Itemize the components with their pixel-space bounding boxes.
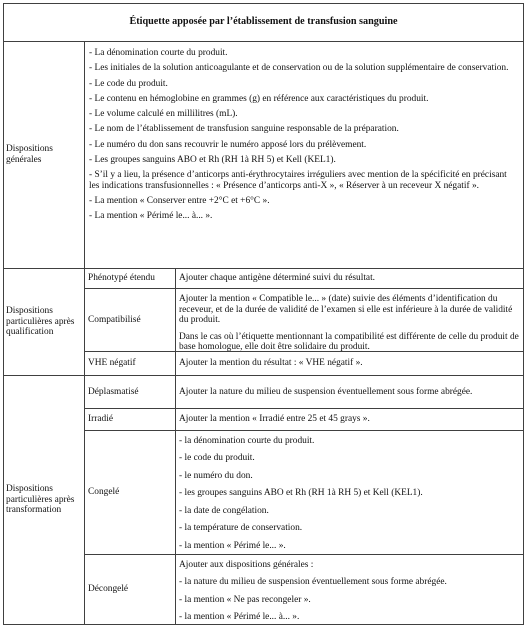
list-item: - le code du produit.: [179, 453, 255, 464]
row-label-phenotype: Phénotypé étendu: [88, 273, 155, 284]
section-heading-qualification: Dispositions particulières après qualification: [6, 305, 75, 338]
paragraph: Ajouter la mention « Compatible le... » (date) suivie des éléments d’identification du receveur, et de la durée de validité de l’examen si elle est inférieure à la durée de validité du produit.: [179, 294, 513, 326]
list-item: - La mention « Conserver entre +2°C et +6°C ».: [89, 196, 270, 207]
list-item: Ajouter aux dispositions générales :: [179, 560, 314, 570]
list-item: - la température de conservation.: [179, 523, 303, 534]
list-item: - la mention « Ne pas recongeler ».: [179, 594, 311, 605]
row-text-deplasmatise: Ajouter la nature du milieu de suspension éventuellement sous forme abrégée.: [179, 386, 473, 397]
table-title: Étiquette apposée par l’établissement de transfusion sanguine: [129, 15, 398, 27]
label-requirements-table: [3, 3, 524, 625]
section-heading-general: Dispositions générales: [6, 144, 53, 165]
row-label-vhe: VHE négatif: [88, 358, 136, 369]
list-item: - Le volume calculé en millilitres (mL).: [89, 109, 238, 120]
list-item: - La dénomination courte du produit.: [89, 48, 228, 58]
list-item: - Le contenu en hémoglobine en grammes (g) en référence aux caractéristiques du produit.: [89, 93, 429, 104]
row-label-deplasmatise: Déplasmatisé: [88, 386, 139, 397]
row-text-phenotype: Ajouter chaque antigène déterminé suivi du résultat.: [179, 273, 376, 284]
row-text-congele: [179, 436, 521, 558]
row-text-irradie: Ajouter la mention « Irradié entre 25 et 45 grays ».: [179, 414, 370, 425]
list-item: - Le code du produit.: [89, 78, 168, 89]
list-item: - la mention « Périmé le... à... ».: [179, 612, 300, 623]
row-label-irradie: Irradié: [88, 414, 113, 425]
list-item: - la mention « Périmé le... ».: [179, 540, 286, 551]
list-item: - le numéro du don.: [179, 470, 253, 481]
list-item: - S’il y a lieu, la présence d’anticorps anti-érythrocytaires irréguliers avec mention de la spécificité en précisant les indications transfusionnelles : « Présence d’anticorps anti-X », « Réserver à un receveur X négatif ».: [89, 170, 507, 191]
list-item: - Le numéro du don sans recouvrir le numéro apposé lors du prélèvement.: [89, 139, 367, 150]
row-label-congele: Congelé: [88, 487, 120, 498]
list-item: - Le nom de l’établissement de transfusion sanguine responsable de la préparation.: [89, 124, 399, 135]
row-label-decongele: Décongelé: [88, 584, 129, 595]
list-item: - La mention « Périmé le... à... ».: [89, 211, 213, 222]
list-item: - la dénomination courte du produit.: [179, 436, 315, 446]
list-item: - Les groupes sanguins ABO et Rh (RH 1à RH 5) et Kell (KEL1).: [89, 154, 336, 165]
list-item: - la date de congélation.: [179, 505, 269, 516]
section-heading-transformation: Dispositions particulières après transformation: [6, 483, 75, 516]
list-item: - Les initiales de la solution anticoagulante et de conservation ou de la solution supplémentaire de conservation.: [89, 63, 509, 74]
row-label-compatibilise: Compatibilisé: [88, 314, 141, 325]
paragraph: Dans le cas où l’étiquette mentionnant la compatibilité est différente de celle du produit de base homologue, elle doit être solidaire du produit.: [179, 331, 519, 353]
list-item: - la nature du milieu de suspension éventuellement sous forme abrégée.: [179, 577, 447, 588]
list-item: - les groupes sanguins ABO et Rh (RH 1à RH 5) et Kell (KEL1).: [179, 488, 423, 499]
row-text-compatibilise: [179, 294, 521, 353]
general-items-list: [89, 48, 519, 227]
row-text-vhe: Ajouter la mention du résultat : « VHE négatif ».: [179, 358, 363, 369]
row-text-decongele: [179, 560, 521, 630]
